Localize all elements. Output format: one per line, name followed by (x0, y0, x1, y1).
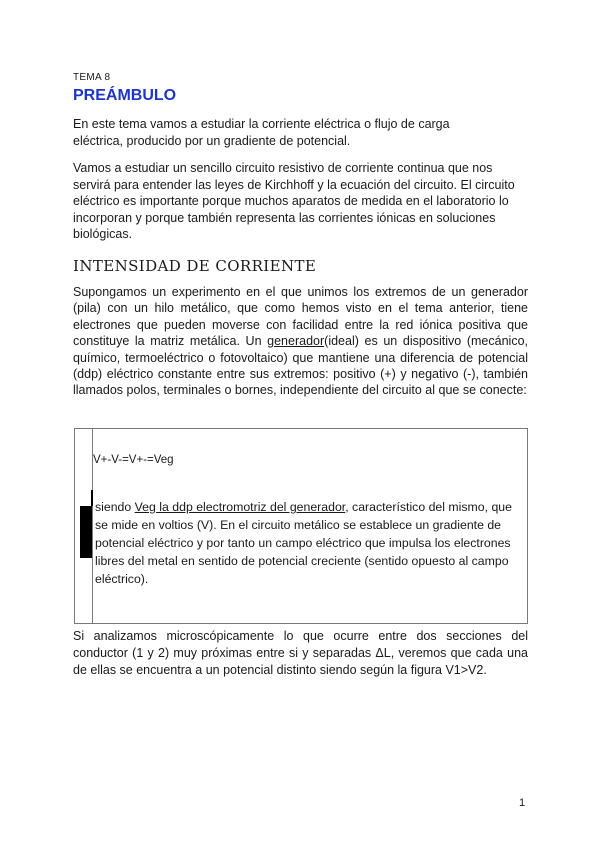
section-heading: INTENSIDAD DE CORRIENTE (73, 257, 317, 275)
textbox-paragraph (95, 498, 525, 588)
page-title: PREÁMBULO (73, 87, 177, 104)
generador-link[interactable]: generador (267, 334, 325, 349)
section-paragraph-end: (ideal) es un dispositivo (mecánico, químico, termoeléctrico o fotovoltaico) que mantiene una diferencia de potencial (ddp) eléctrico constante entre sus extremos: positivo (+) y negativo (-), también llamados polos, terminales o bornes, independiente del circuito al que se conecte: (73, 334, 528, 398)
selection-marker (80, 506, 92, 558)
textbox-siendo: siendo (95, 500, 135, 514)
closing-paragraph: Si analizamos microscópicamente lo que ocurre entre dos secciones del conductor (1 y 2) muy próximas entre si y separadas ΔL, veremos que cada una de ellas se encuentra a un potencial distinto siendo según la figura V1>V2. (73, 629, 528, 677)
textbox-rest: , característico del mismo, que se mide en voltios (V). En el circuito metálico se establece un gradiente de potencial eléctrico y por tanto un campo eléctrico que impulsa los electrones libres del metal en sentido de potencial creciente (sentido opuesto al campo eléctrico). (95, 500, 512, 586)
intro-paragraph-2: Vamos a estudiar un sencillo circuito resistivo de corriente continua que nos servirá para entender las leyes de Kirchhoff y la ecuación del circuito. El circuito eléctrico es importante porque muchos aparatos de medida en el laboratorio lo incorporan y porque también representa las corrientes iónicas en soluciones biológicas. (73, 161, 515, 241)
topic-label: TEMA 8 (73, 72, 111, 83)
textbox-underlined-term: Veg la ddp electromotriz del generador (134, 500, 346, 514)
text-cursor (91, 490, 93, 506)
intro-paragraph-1: En este tema vamos a estudiar la corriente eléctrica o flujo de carga eléctrica, producido por un gradiente de potencial. (73, 117, 450, 148)
page-number: 1 (519, 797, 526, 809)
formula-line: V+-V-=V+-=Veg (93, 454, 174, 466)
section-paragraph (73, 284, 528, 399)
section-paragraph-start: Supongamos un experimento en el que unimos los extremos de un generador (pila) con un hilo metálico, que como hemos visto en el tema anterior, tiene electrones que pueden moverse con facilidad entre la red iónica positiva que constituye la matriz metálica. Un (73, 285, 528, 349)
